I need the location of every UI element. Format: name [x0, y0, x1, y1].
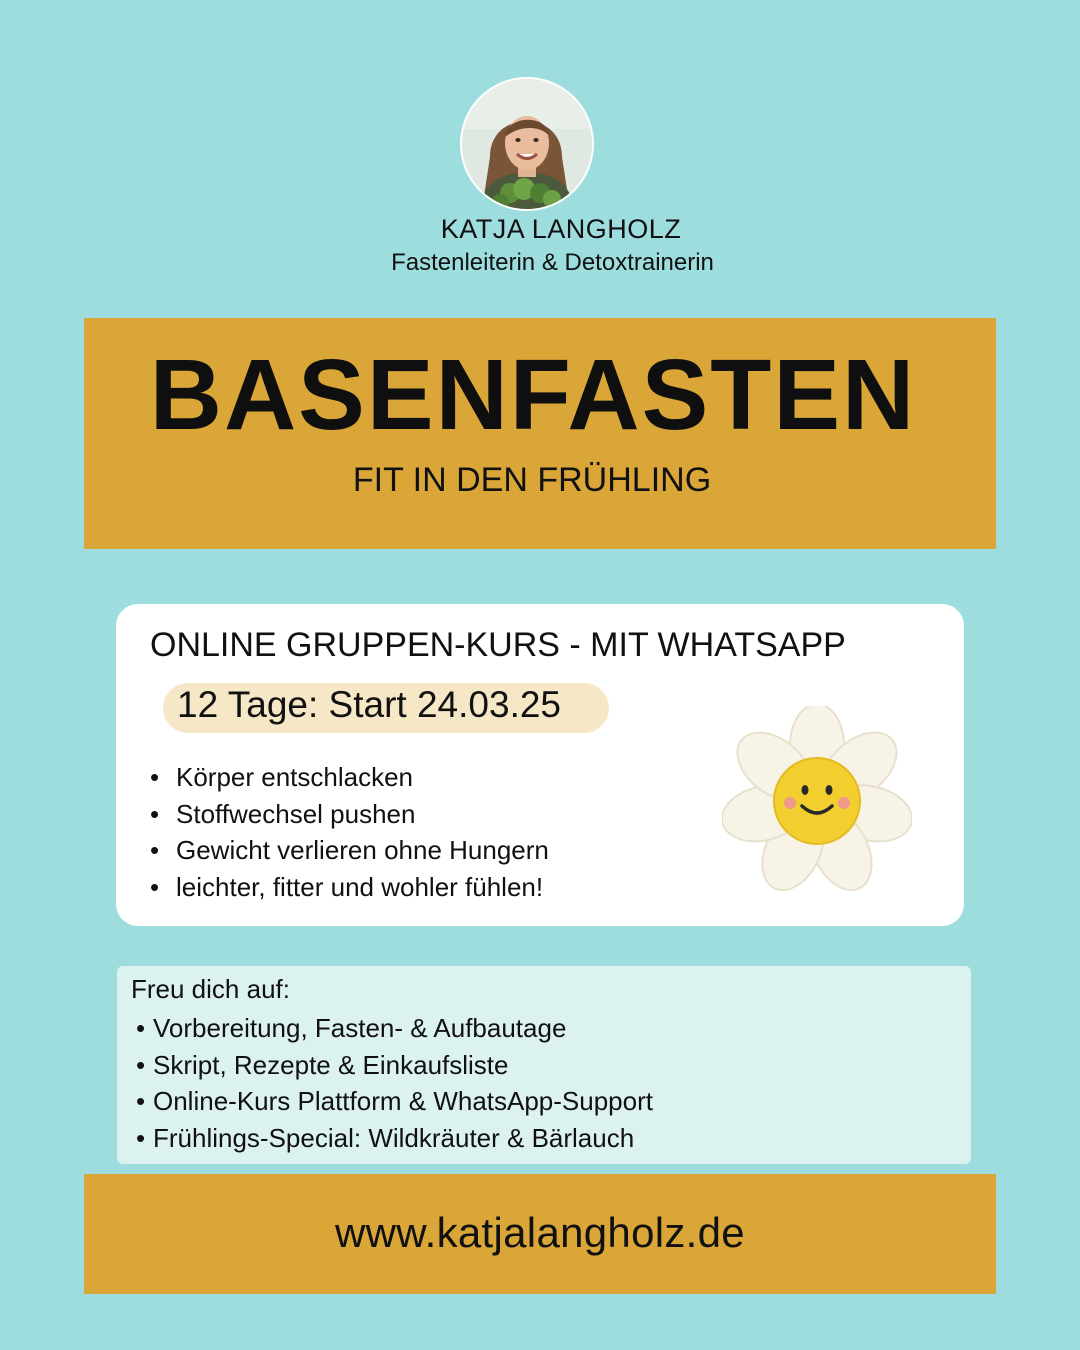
portrait-photo-icon — [462, 79, 592, 209]
extras-heading: Freu dich auf: — [131, 974, 290, 1004]
course-heading: ONLINE GRUPPEN-KURS - MIT WHATSAPP — [150, 626, 846, 664]
list-item — [150, 796, 549, 833]
bullet: • — [150, 762, 160, 792]
course-date: 12 Tage: Start 24.03.25 — [177, 684, 562, 725]
website-url: www.katjalangholz.de — [335, 1209, 745, 1256]
extras-text: Online-Kurs Plattform & WhatsApp-Support — [153, 1086, 653, 1116]
smiling-daisy-icon — [722, 706, 912, 896]
benefit-text: Körper entschlacken — [176, 762, 414, 792]
benefit-text: leichter, fitter und wohler fühlen! — [176, 871, 544, 902]
list-item — [150, 869, 549, 906]
list-item — [150, 832, 549, 869]
extras-text: Vorbereitung, Fasten- & Aufbautage — [153, 1013, 567, 1043]
bullet: • — [150, 798, 160, 829]
author-role: Fastenleiterin & Detoxtrainerin — [391, 249, 714, 276]
bullet: • — [150, 835, 160, 865]
bullet: • — [136, 1122, 146, 1153]
page-title: BASENFASTEN — [149, 339, 917, 451]
list-item — [136, 1120, 653, 1157]
list-item — [136, 1047, 653, 1084]
author-name: KATJA LANGHOLZ — [440, 214, 682, 244]
profile-photo — [460, 77, 594, 211]
page-subtitle: FIT IN DEN FRÜHLING — [352, 461, 712, 499]
extras-text: Frühlings-Special: Wildkräuter & Bärlauch — [153, 1122, 635, 1153]
extras-text: Skript, Rezepte & Einkaufsliste — [153, 1049, 509, 1080]
bullet: • — [150, 871, 160, 902]
bullet: • — [136, 1049, 146, 1080]
extras-list — [136, 1010, 653, 1156]
benefit-text: Stoffwechsel pushen — [176, 798, 416, 829]
list-item — [150, 759, 549, 796]
list-item — [136, 1083, 653, 1120]
benefits-list — [150, 759, 549, 905]
benefit-text: Gewicht verlieren ohne Hungern — [176, 835, 549, 865]
bullet: • — [136, 1086, 146, 1116]
bullet: • — [136, 1013, 146, 1043]
list-item — [136, 1010, 653, 1047]
